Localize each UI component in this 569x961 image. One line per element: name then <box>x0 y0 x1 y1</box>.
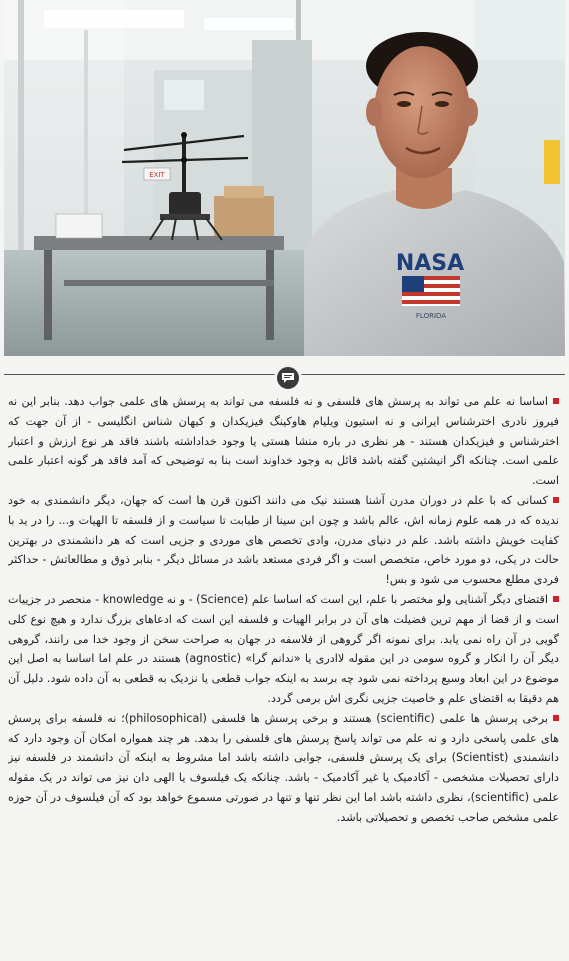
article-paragraph-3 <box>8 590 559 709</box>
article-photo <box>4 0 565 356</box>
shirt-nasa-text: NASA <box>395 251 465 276</box>
paragraph-4-text: برخی پرسش ها علمی (scientific) هستند و برخی پرسش ها فلسفی (philosophical)؛ نه فلسفه برای پرسش های علمی پاسخی دارد و نه علم می تواند پاسخ پرسش های فلسفی را بدهد. هر چند همواره امکان آن وجود دارد که دانشمندی (Scientist) برای یک پرسش فلسفی، جوابی داشته باشد اما مشروط به اینکه آن دانشمند در فلسفه نیز دارای تحصیلات مشخصی - آکادمیک یا غیر آکادمیک - باشد. چنانکه یک فیلسوف یا الهی دان نیز می تواند در یک مقوله علمی (scientific)، نظری داشته باشد اما این نظر تنها و تنها در صورتی مسموع خواهد بود که آن فیلسوف در آن حوزه علمی مشخص صاحب تخصص و تحصیلاتی باشد. <box>8 711 559 824</box>
shirt-florida-text: FLORIDA <box>415 312 447 320</box>
chat-bubble-icon <box>274 364 302 392</box>
square-bullet-icon <box>553 497 559 503</box>
paragraph-1-text: اساسا نه علم می تواند به پرسش های فلسفی و نه فلسفه می تواند به پرسش های علمی جواب دهد. بنابر این نه فیروز نادری اخترشناس ایرانی و نه استیون ویلیام هاوکینگ فیزیکدان و کیهان شناس انگلیسی - از آن جهت که اخترشناس و فیزیکدان هستند - هر نظری در باره منشا هستی یا وجود خداداشته باشند فاقد هر نوع ارزش و اعتبار علمی است. چنانکه اگر انیشتین گفته باشد قائل به وجود خداوند است بنا به توضیحی که آمد فاقد هر گونه اعتبار علمی است. <box>8 395 559 488</box>
square-bullet-icon <box>553 398 559 404</box>
section-separator <box>4 368 565 382</box>
square-bullet-icon <box>553 715 559 721</box>
paragraph-2-text: کسانی که با علم در دوران مدرن آشنا هستند نیک می دانند اکنون قرن ها است که جهان، دیگر دانشمندی به خود ندیده که در همه علوم زمانه اش، عالم باشد و چون ابن سینا از طبابت تا سیاست و از فلسفه تا الهیات و... را در ید با کفایت خویش داشته باشد. علم در دنیای مدرن، وادی تخصص های موردی و جزیی است که هر دانشمندی در بهترین حالت در یکی، دو مورد خاص، متخصص است و اگر فردی مستعد باشد در مسائل دیگر - بنابر ذوق و مطالعاتش - حداکثر فردی مطلع محسوب می شود و بس! <box>8 493 559 587</box>
square-bullet-icon <box>553 596 559 602</box>
lab-scene-illustration <box>4 0 565 356</box>
article-paragraph-1 <box>8 392 559 491</box>
exit-sign-text: EXIT <box>149 171 165 179</box>
article-body <box>8 392 559 957</box>
article-paragraph-4 <box>8 709 559 828</box>
article-paragraph-2 <box>8 491 559 590</box>
paragraph-3-text: اقتضای دیگر آشنایی ولو مختصر با علم، این است که اساسا علم (Science) - و نه knowledge - منحصر در جزییات است و از قضا از مهم ترین فضیلت های آن در برابر الهیات و فلسفه این است که ادعاهای بزرگ ندارد و هیچ نوع کلی گویی در آن راه نمی یابد. برای نمونه اگر گروهی از فلاسفه در جهان به صراحت سخن از وجود خدا می رانند، گروهی دیگر آن را انکار و گروه سومی در این مقوله لاادری یا «ندانم گرا» (agnostic) هستند در علم اما اساسا به اصل این موضوع در این ابعاد وسیع پرداخته نمی شود چه برسد به اینکه جواب قطعی یا نزدیک به قطعی به آن داده شود. دلیل آن هم دقیقا به اقتضای علم و خاصیت جزیی نگری اش برمی گردد. <box>8 592 559 705</box>
